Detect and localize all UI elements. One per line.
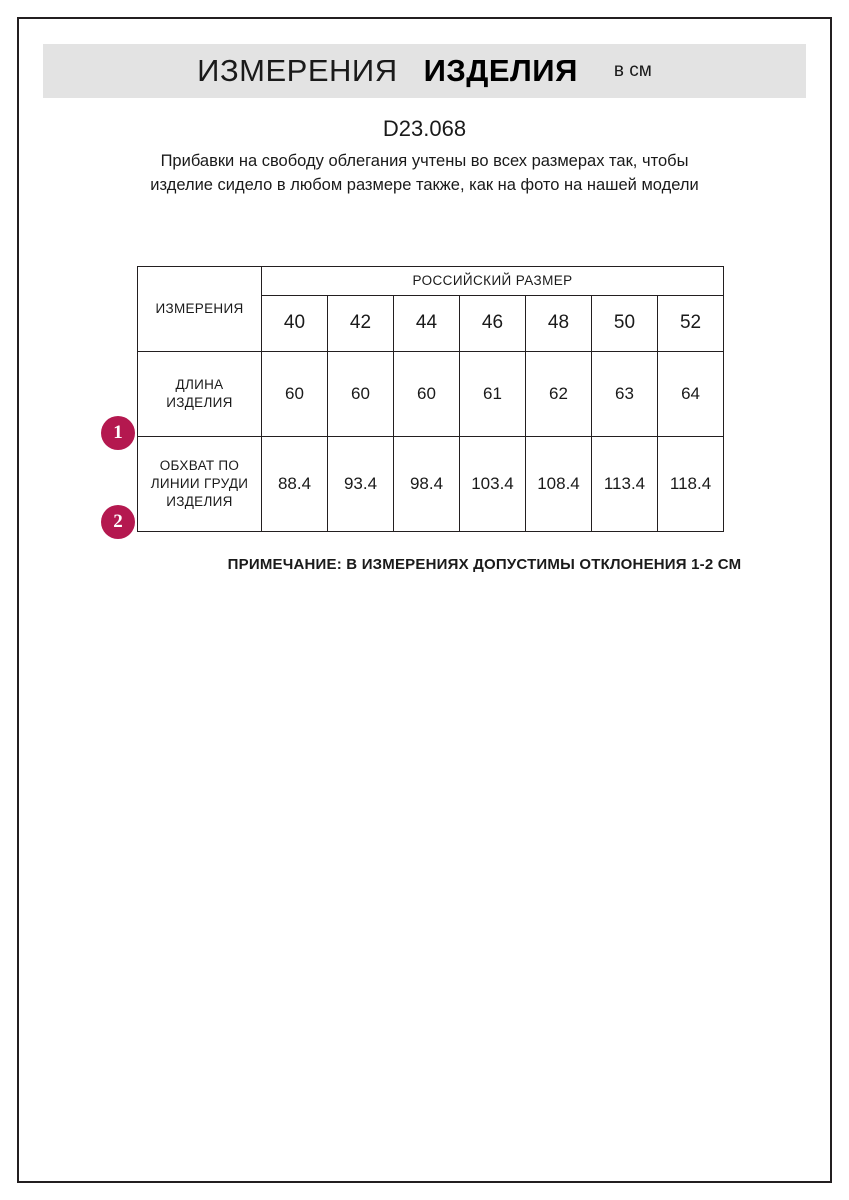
- page-content: [17, 17, 832, 573]
- size-cell-46: 46: [460, 295, 526, 351]
- header-units: в см: [613, 60, 652, 81]
- size-cell-50: 50: [592, 295, 658, 351]
- chest-value-46: 103.4: [460, 436, 526, 531]
- table-row-size-group: [138, 266, 724, 295]
- footer-note: ПРИМЕЧАНИЕ: В ИЗМЕРЕНИЯХ ДОПУСТИМЫ ОТКЛОНЕНИЯ 1-2 СМ: [227, 555, 742, 573]
- size-table-wrapper: [17, 266, 832, 573]
- table-row-length: [138, 351, 724, 436]
- size-cell-52: 52: [658, 295, 724, 351]
- article-code: D23.068: [382, 116, 467, 141]
- chest-value-48: 108.4: [526, 436, 592, 531]
- measurement-marker-1: 1: [101, 416, 135, 450]
- chest-value-52: 118.4: [658, 436, 724, 531]
- header-title-product: ИЗДЕЛИЯ: [423, 53, 578, 88]
- russian-size-header-cell: РОССИЙСКИЙ РАЗМЕР: [262, 266, 724, 295]
- size-cell-42: 42: [328, 295, 394, 351]
- chest-value-50: 113.4: [592, 436, 658, 531]
- length-value-46: 61: [460, 351, 526, 436]
- intro-note: Прибавки на свободу облегания учтены во всех размерах так, чтобы изделие сидело в любом размере также, как на фото на нашей модели: [150, 152, 699, 194]
- measurements-header-cell: ИЗМЕРЕНИЯ: [138, 266, 262, 351]
- table-row-chest: [138, 436, 724, 531]
- row-label-chest: ОБХВАТ ПО ЛИНИИ ГРУДИ ИЗДЕЛИЯ: [138, 436, 262, 531]
- length-value-42: 60: [328, 351, 394, 436]
- chest-value-42: 93.4: [328, 436, 394, 531]
- length-value-40: 60: [262, 351, 328, 436]
- chest-value-40: 88.4: [262, 436, 328, 531]
- chest-value-44: 98.4: [394, 436, 460, 531]
- length-value-50: 63: [592, 351, 658, 436]
- size-cell-40: 40: [262, 295, 328, 351]
- measurement-marker-2: 2: [101, 505, 135, 539]
- length-value-48: 62: [526, 351, 592, 436]
- length-value-44: 60: [394, 351, 460, 436]
- header-banner: [43, 44, 806, 98]
- length-value-52: 64: [658, 351, 724, 436]
- row-label-length: ДЛИНА ИЗДЕЛИЯ: [138, 351, 262, 436]
- size-cell-48: 48: [526, 295, 592, 351]
- size-cell-44: 44: [394, 295, 460, 351]
- header-title-measurements: ИЗМЕРЕНИЯ: [197, 53, 398, 88]
- size-table: [137, 266, 724, 532]
